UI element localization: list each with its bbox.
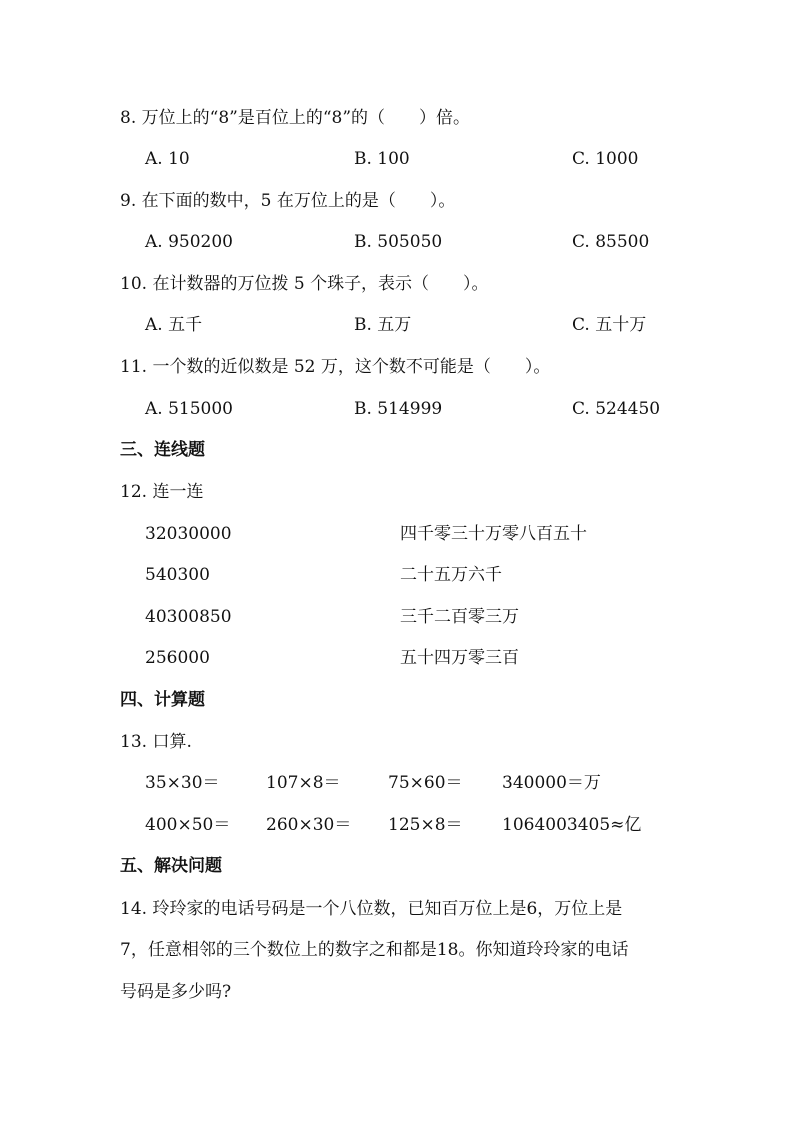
match-number: 540300 [145, 565, 210, 585]
option-b: B. 五万 [354, 315, 412, 335]
calc-item: 1064003405≈亿 [502, 815, 642, 835]
calc-item: 260×30＝ [266, 815, 352, 835]
match-row [0, 564, 794, 586]
option-a: A. 五千 [145, 315, 203, 335]
calc-item: 75×60＝ [388, 773, 463, 793]
calc-item: 107×8＝ [266, 773, 341, 793]
option-b: B. 505050 [354, 232, 443, 252]
question-13-stem: 13. 口算. [120, 732, 192, 752]
question-12-stem: 12. 连一连 [120, 482, 204, 502]
match-number: 256000 [145, 648, 210, 668]
section-title-calculation: 四、计算题 [120, 690, 205, 710]
calc-item: 35×30＝ [145, 773, 220, 793]
match-number: 32030000 [145, 524, 232, 544]
match-word: 四千零三十万零八百五十 [400, 524, 587, 544]
option-c: C. 五十万 [572, 315, 647, 335]
match-row [0, 523, 794, 545]
option-a: A. 515000 [145, 399, 233, 419]
calc-item: 340000＝万 [502, 773, 601, 793]
question-14-line-3: 号码是多少吗? [120, 982, 232, 1002]
question-14-line-2: 7，任意相邻的三个数位上的数字之和都是18。你知道玲玲家的电话 [120, 940, 629, 960]
match-row [0, 647, 794, 669]
option-b: B. 514999 [354, 399, 443, 419]
question-8-options [0, 148, 794, 170]
section-title-problem-solving: 五、解决问题 [120, 856, 222, 876]
question-10-stem: 10. 在计数器的万位拨 5 个珠子，表示（ ）。 [120, 274, 489, 294]
question-11-stem: 11. 一个数的近似数是 52 万，这个数不可能是（ ）。 [120, 357, 551, 377]
match-word: 五十四万零三百 [400, 648, 519, 668]
match-number: 40300850 [145, 607, 232, 627]
option-b: B. 100 [354, 149, 410, 169]
question-10-options [0, 314, 794, 336]
calc-item: 125×8＝ [388, 815, 463, 835]
question-8-stem: 8. 万位上的“8”是百位上的“8”的（ ）倍。 [120, 108, 471, 128]
option-c: C. 524450 [572, 399, 661, 419]
match-word: 二十五万六千 [400, 565, 502, 585]
calc-row [0, 814, 794, 836]
question-9-stem: 9. 在下面的数中，5 在万位上的是（ ）。 [120, 191, 456, 211]
option-c: C. 1000 [572, 149, 639, 169]
question-11-options [0, 398, 794, 420]
question-9-options [0, 231, 794, 253]
calc-row [0, 772, 794, 794]
calc-item: 400×50＝ [145, 815, 231, 835]
option-c: C. 85500 [572, 232, 650, 252]
match-word: 三千二百零三万 [400, 607, 519, 627]
option-a: A. 10 [145, 149, 190, 169]
match-row [0, 606, 794, 628]
option-a: A. 950200 [145, 232, 233, 252]
question-14-line-1: 14. 玲玲家的电话号码是一个八位数，已知百万位上是6，万位上是 [120, 899, 623, 919]
section-title-matching: 三、连线题 [120, 440, 205, 460]
